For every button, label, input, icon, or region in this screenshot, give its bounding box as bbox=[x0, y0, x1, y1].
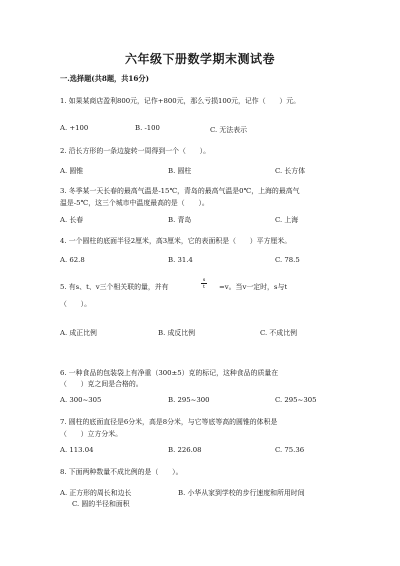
fraction-numerator: s bbox=[202, 277, 206, 283]
question-7-option-c: C. 75.36 bbox=[275, 446, 305, 454]
question-7-text-line-1: 7. 圆柱的底面直径是6分米，高是8分米，与它等底等高的圆锥的体积是 bbox=[60, 418, 278, 426]
fraction-denominator: t bbox=[202, 284, 205, 290]
question-4-text: 4. 一个圆柱的底面半径2厘米，高3厘米，它的表面积是（ ）平方厘米。 bbox=[60, 237, 292, 245]
question-7-option-a: A. 113.04 bbox=[60, 446, 94, 454]
question-6-option-c: C. 295~305 bbox=[275, 396, 317, 404]
question-4-option-a: A. 62.8 bbox=[60, 256, 85, 264]
question-3-option-c: C. 上海 bbox=[275, 216, 299, 224]
question-8-option-c: C. 圆的半径和面积 bbox=[72, 500, 130, 508]
question-4-option-b: B. 31.4 bbox=[168, 256, 193, 264]
page-title: 六年级下册数学期末测试卷 bbox=[124, 52, 275, 66]
question-6-option-a: A. 300~305 bbox=[60, 396, 102, 404]
question-8-option-a: A. 正方形的周长和边长 bbox=[60, 489, 132, 497]
question-1-option-a: A. +100 bbox=[60, 124, 89, 132]
question-1-text: 1. 如果某商店盈利800元，记作+800元，那么亏损100元，记作（ ）元。 bbox=[60, 97, 301, 105]
question-5-option-a: A. 成正比例 bbox=[60, 329, 97, 337]
question-5-text-part-1: 5. 有s、t、v三个相关联的量，并有 bbox=[60, 283, 169, 291]
question-5-text-part-2: =v。当v一定时，s与t bbox=[219, 283, 288, 291]
question-5-text-line-2: （ ）。 bbox=[60, 300, 92, 308]
question-1-option-b: B. -100 bbox=[135, 124, 160, 132]
section-heading: 一.选择题(共8题，共16分) bbox=[60, 74, 149, 83]
question-2-option-b: B. 圆柱 bbox=[168, 167, 192, 175]
question-3-option-a: A. 长春 bbox=[60, 216, 84, 224]
question-5-option-b: B. 成反比例 bbox=[158, 329, 196, 337]
question-3-text-line-1: 3. 冬季某一天长春的最高气温是-15℃，青岛的最高气温是0℃，上海的最高气 bbox=[60, 187, 300, 195]
question-1-option-c: C. 无法表示 bbox=[210, 126, 247, 134]
question-6-text-line-2: （ ）克之间是合格的。 bbox=[60, 380, 143, 388]
question-2-option-a: A. 圆锥 bbox=[60, 167, 84, 175]
question-2-text: 2. 沿长方形的一条边旋转一周得到一个（ ）。 bbox=[60, 147, 211, 155]
question-3-option-b: B. 青岛 bbox=[168, 216, 192, 224]
fraction-s-over-t bbox=[200, 277, 208, 290]
question-6-text-line-1: 6. 一种食品的包装袋上有净重（300±5）克的标记，这种食品的质量在 bbox=[60, 369, 279, 377]
question-6-option-b: B. 295~300 bbox=[168, 396, 210, 404]
question-3-text-line-2: 温是-5℃，这三个城市中温度最高的是（ ）。 bbox=[60, 199, 209, 207]
question-8-option-b: B. 小华从家到学校的步行速度和所用时间 bbox=[178, 489, 305, 497]
question-7-option-b: B. 226.08 bbox=[168, 446, 202, 454]
question-2-option-c: C. 长方体 bbox=[275, 167, 306, 175]
question-7-text-line-2: （ ）立方分米。 bbox=[60, 430, 123, 438]
question-5-option-c: C. 不成比例 bbox=[260, 329, 297, 337]
question-8-text: 8. 下面两种数量不成比例的是（ ）。 bbox=[60, 468, 183, 476]
question-4-option-c: C. 78.5 bbox=[275, 256, 300, 264]
